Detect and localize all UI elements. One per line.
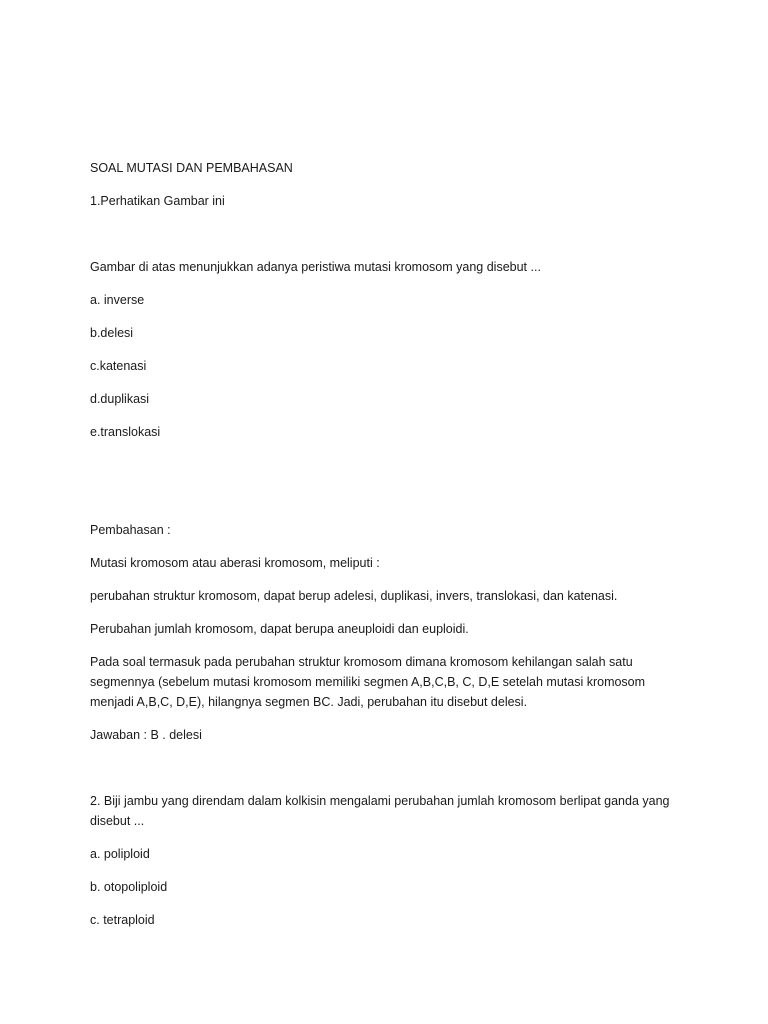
discussion-point-2: Perubahan jumlah kromosom, dapat berupa aneuploidi dan euploidi. <box>90 622 469 636</box>
explanation-line: Pada soal termasuk pada perubahan struktur kromosom dimana kromosom kehilangan salah satu <box>90 655 633 669</box>
question-2-line: disebut ... <box>90 814 145 828</box>
answer-1: Jawaban : B . delesi <box>90 728 202 742</box>
option-c: c.katenasi <box>90 359 147 373</box>
explanation-line: menjadi A,B,C, D,E), hilangnya segmen BC. Jadi, perubahan itu disebut delesi. <box>90 695 528 709</box>
q2-option-b: b. otopoliploid <box>90 880 168 894</box>
discussion-intro: Mutasi kromosom atau aberasi kromosom, meliputi : <box>90 556 380 570</box>
explanation-line: segmennya (sebelum mutasi kromosom memiliki segmen A,B,C,B, C, D,E setelah mutasi kromosom <box>90 675 646 689</box>
option-e: e.translokasi <box>90 425 161 439</box>
q2-option-c: c. tetraploid <box>90 913 155 927</box>
discussion-point-1: perubahan struktur kromosom, dapat berup adelesi, duplikasi, invers, translokasi, dan katenasi. <box>90 589 618 603</box>
discussion-explanation <box>90 652 690 712</box>
q2-option-a: a. poliploid <box>90 847 150 861</box>
question-2-line: 2. Biji jambu yang direndam dalam kolkisin mengalami perubahan jumlah kromosom berlipat ganda yang <box>90 794 670 808</box>
question-2-text <box>90 791 690 831</box>
question-1-text: Gambar di atas menunjukkan adanya peristiwa mutasi kromosom yang disebut ... <box>90 260 541 274</box>
question-1-prompt: 1.Perhatikan Gambar ini <box>90 194 225 208</box>
option-b: b.delesi <box>90 326 134 340</box>
document-title: SOAL MUTASI DAN PEMBAHASAN <box>90 161 293 175</box>
discussion-heading: Pembahasan : <box>90 523 171 537</box>
option-a: a. inverse <box>90 293 145 307</box>
option-d: d.duplikasi <box>90 392 150 406</box>
